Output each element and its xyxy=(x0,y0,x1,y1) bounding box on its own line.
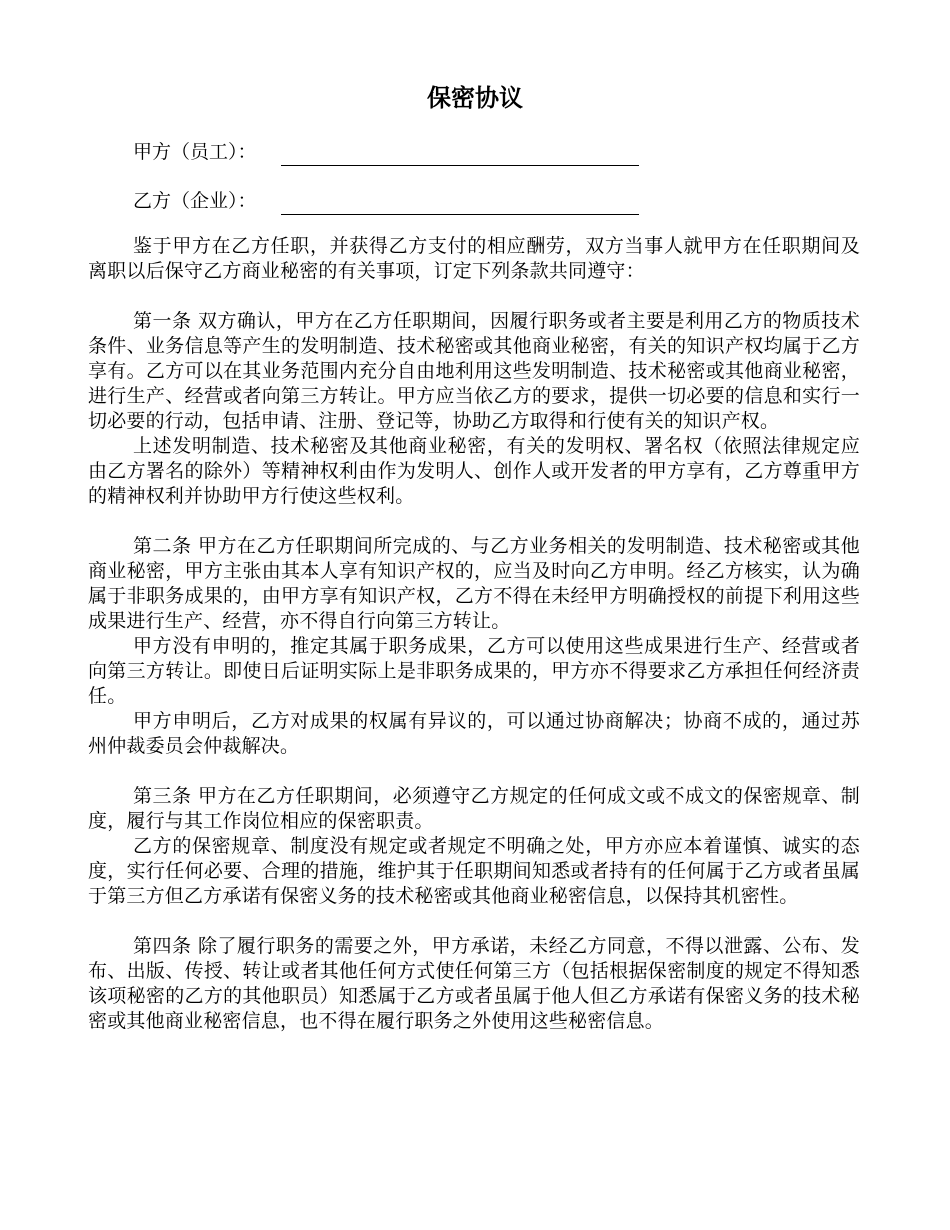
article-3-paragraph-2: 乙方的保密规章、制度没有规定或者规定不明确之处，甲方亦应本着谨慎、诚实的态度，实行任何必要、合理的措施，维护其于任职期间知悉或者持有的任何属于乙方或者虽属于第三方但乙方承诺有保密义务的技术秘密或其他商业秘密信息，以保持其机密性。 xyxy=(88,835,860,907)
agreement-body xyxy=(88,234,860,1034)
document-title: 保密协议 xyxy=(427,84,523,112)
party-a-blank xyxy=(281,143,639,166)
party-a-label: 甲方（员工）： xyxy=(133,141,257,163)
article-2-paragraph-2: 甲方没有申明的，推定其属于职务成果，乙方可以使用这些成果进行生产、经营或者向第三方转让。即使日后证明实际上是非职务成果的，甲方亦不得要求乙方承担任何经济责任。 xyxy=(88,635,860,707)
article-2-paragraph-3: 甲方申明后，乙方对成果的权属有异议的，可以通过协商解决；协商不成的，通过苏州仲裁委员会仲裁解决。 xyxy=(88,710,860,757)
article-1-paragraph-1: 第一条 双方确认，甲方在乙方任职期间，因履行职务或者主要是利用乙方的物质技术条件、业务信息等产生的发明制造、技术秘密或其他商业秘密，有关的知识产权均属于乙方享有。乙方可以在其业务范围内充分自由地利用这些发明制造、技术秘密或其他商业秘密，进行生产、经营或者向第三方转让。甲方应当依乙方的要求，提供一切必要的信息和实行一切必要的行动，包括申请、注册、登记等，协助乙方取得和行使有关的知识产权。 xyxy=(88,310,860,432)
party-b-label: 乙方（企业）： xyxy=(133,190,257,212)
article-4-paragraph-1: 第四条 除了履行职务的需要之外，甲方承诺，未经乙方同意，不得以泄露、公布、发布、出版、传授、转让或者其他任何方式使任何第三方（包括根据保密制度的规定不得知悉该项秘密的乙方的其他职员）知悉属于乙方或者虽属于他人但乙方承诺有保密义务的技术秘密或其他商业秘密信息，也不得在履行职务之外使用这些秘密信息。 xyxy=(88,935,860,1032)
party-a-line xyxy=(133,138,639,166)
article-1-paragraph-2: 上述发明制造、技术秘密及其他商业秘密，有关的发明权、署名权（依照法律规定应由乙方署名的除外）等精神权利由作为发明人、创作人或开发者的甲方享有，乙方尊重甲方的精神权利并协助甲方行使这些权利。 xyxy=(88,435,860,507)
party-b-blank xyxy=(281,192,639,215)
preamble-paragraph: 鉴于甲方在乙方任职，并获得乙方支付的相应酬劳，双方当事人就甲方在任职期间及离职以后保守乙方商业秘密的有关事项，订定下列条款共同遵守： xyxy=(88,235,860,282)
article-3-paragraph-1: 第三条 甲方在乙方任职期间，必须遵守乙方规定的任何成文或不成文的保密规章、制度，履行与其工作岗位相应的保密职责。 xyxy=(88,785,860,832)
party-b-line xyxy=(133,187,639,215)
article-2-paragraph-1: 第二条 甲方在乙方任职期间所完成的、与乙方业务相关的发明制造、技术秘密或其他商业秘密，甲方主张由其本人享有知识产权的，应当及时向乙方申明。经乙方核实，认为确属于非职务成果的，由甲方享有知识产权，乙方不得在未经甲方明确授权的前提下利用这些成果进行生产、经营，亦不得自行向第三方转让。 xyxy=(88,535,860,632)
